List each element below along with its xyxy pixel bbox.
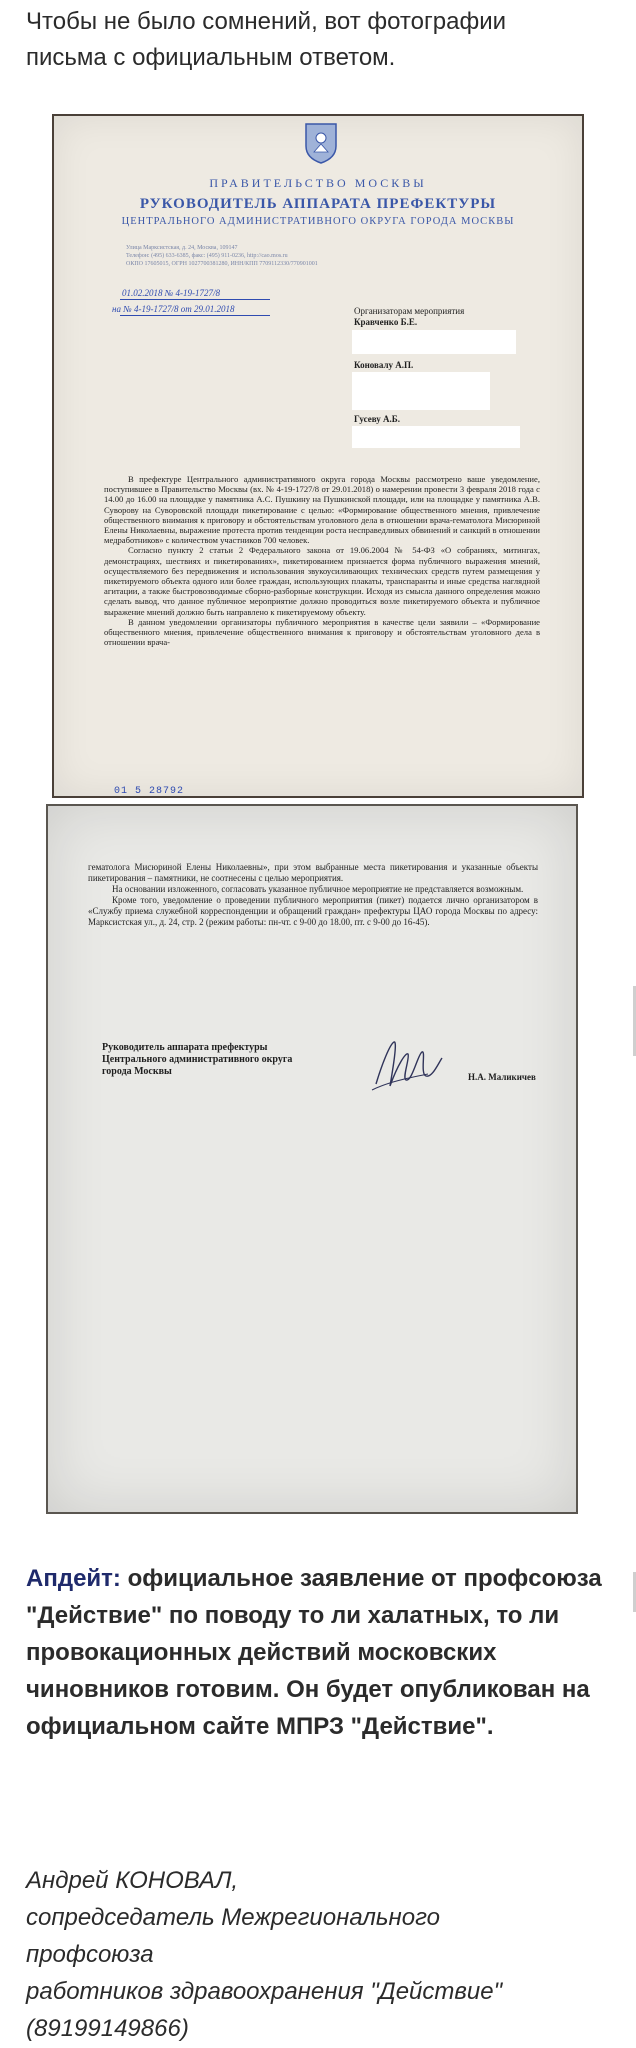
signer-name: Н.А. Маликичев [468,1072,536,1082]
update-text: официальное заявление от профсоюза "Действие" по поводу то ли халатных, то ли провокационных действий московских чиновников готовим. Он будет опубликован на официальном сайте МПРЗ "Действие". [26,1565,602,1740]
letterhead-title: РУКОВОДИТЕЛЬ АППАРАТА ПРЕФЕКТУРЫ [139,196,497,212]
letter-photo-page-1[interactable] [54,116,582,796]
redaction-box-1 [352,330,516,354]
paragraph-1: В префектуре Центрального административного округа города Москвы рассмотрено ваше уведомление, поступившее в Правительство Москвы (вх. № 4-19-1727/8 от 29.01.2018) о намерении провести 3 февраля 2018 года с 14.00 до 16.00 на площадке у памятника А.С. Пушкину на Пушкинской площади, или на площадке у памятника А.В. Суворову на Суворовской площади пикетирование с целью: «Формирование общественного мнения, привлечение общественного внимания к приговору и обстоятельствам уголовного дела в отношении врача-гематолога Мисюриной Елены Николаевны, выражение протеста против тенденции роста несправедливых обвинений и санкций в отношении медработников» с количеством участников 700 человек. [104,474,540,546]
letter-body-page-1 [104,474,540,647]
letter-body-page-2 [88,862,538,928]
author-position-line-3: работников здравоохранения "Действие" [26,1978,503,2005]
document-barcode-number: 01 5 28792 [114,786,185,796]
paragraph-2: Согласно пункту 2 статьи 2 Федерального закона от 19.06.2004 № 54-ФЗ «О собраниях, митингах, демонстрациях, шествиях и пикетированиях», пикетированием признается форма публичного выражения мнений, осуществляемого без передвижения и использования звукоусиливающих технических средств путем размещения у пикетируемого объекта одного или более граждан, использующих плакаты, транспаранты и иные средства наглядной агитации, а также быстровозводимые сборно-разборные конструкции. Исходя из смысла данного определения можно сделать вывод, что данное публичное мероприятие должно проводиться возле пикетируемого объекта и публичное выражение мнений должно быть направлено к пикетируемому объекту. [104,545,540,617]
letter-photo-page-2[interactable] [48,806,576,1512]
signatory-position [102,1042,292,1078]
addressee-kravchenko: Кравченко Б.Е. [354,317,418,327]
signatory-line-1: Руководитель аппарата префектуры [102,1042,268,1053]
update-label: Апдейт: [26,1565,121,1592]
intro-text [26,4,586,76]
update-paragraph [26,1560,606,1745]
author-phone: (89199149866) [26,2015,189,2042]
author-position-line-1: сопредседатель Межрегионального [26,1904,441,1931]
paragraph-refusal: На основании изложенного, согласовать указанное публичное мероприятие не представляется возможным. [112,884,524,894]
handwritten-signature-icon [368,1034,448,1094]
paragraph-continuation: гематолога Мисюриной Елены Николаевны», при этом выбранные места пикетирования и указанные объекты пикетирования – памятники, не соотнесены с целью мероприятия. [88,862,538,883]
intro-line-2: письма с официальным ответом. [26,44,396,71]
signatory-line-3: города Москвы [102,1066,172,1077]
registration-number: 01.02.2018 № 4-19-1727/8 [122,288,220,298]
letterhead-government: ПРАВИТЕЛЬСТВО МОСКВЫ [209,176,427,190]
author-position-line-2: профсоюза [26,1941,154,1968]
registry-line: ОКПО 17605015, ОГРН 1027700381280, ИНН/КПП 7709112330/770901001 [126,261,318,267]
paragraph-submission: Кроме того, уведомление о проведении публичного мероприятия (пикет) подается лично организатором в «Службу приема служебной корреспонденции и обращений граждан» префектуры ЦАО города Москвы по адресу: Марксистская ул., д. 24, стр. 2 (режим работы: пн-чт. с 9-00 до 18.00, пт. с 9-00 до 16-45). [88,895,538,927]
registration-underline [120,299,270,300]
letterhead-address [126,244,426,268]
letterhead-subtitle: ЦЕНТРАЛЬНОГО АДМИНИСТРАТИВНОГО ОКРУГА ГОРОДА МОСКВЫ [121,216,515,227]
moscow-coat-of-arms-icon [304,122,338,164]
addressee-title: Организаторам мероприятия [354,306,465,316]
addressee-gusev: Гусеву А.Б. [354,414,400,424]
reference-number: на № 4-19-1727/8 от 29.01.2018 [112,304,235,314]
redaction-box-3 [352,426,520,448]
redaction-box-2 [352,372,490,410]
paragraph-3: В данном уведомлении организаторы публичного мероприятия в качестве цели заявили – «Формирование общественного мнения, привлечение общественного внимания к приговору и обстоятельствам уголовного дела в отношении врача- [104,616,540,648]
author-name: Андрей КОНОВАЛ, [26,1867,239,1894]
addressee-konoval: Коновалу А.П. [354,360,414,370]
phone-line: Телефон: (495) 633-6385, факс: (495) 911-0236, http://cao.mos.ru [126,253,288,259]
author-signature [26,1862,616,2047]
signatory-line-2: Центрального административного округа [102,1054,293,1065]
intro-line-1: Чтобы не было сомнений, вот фотографии [26,8,507,35]
address-line: Улица Марксистская, д. 24, Москва, 109147 [126,245,238,251]
reference-underline [120,315,270,316]
